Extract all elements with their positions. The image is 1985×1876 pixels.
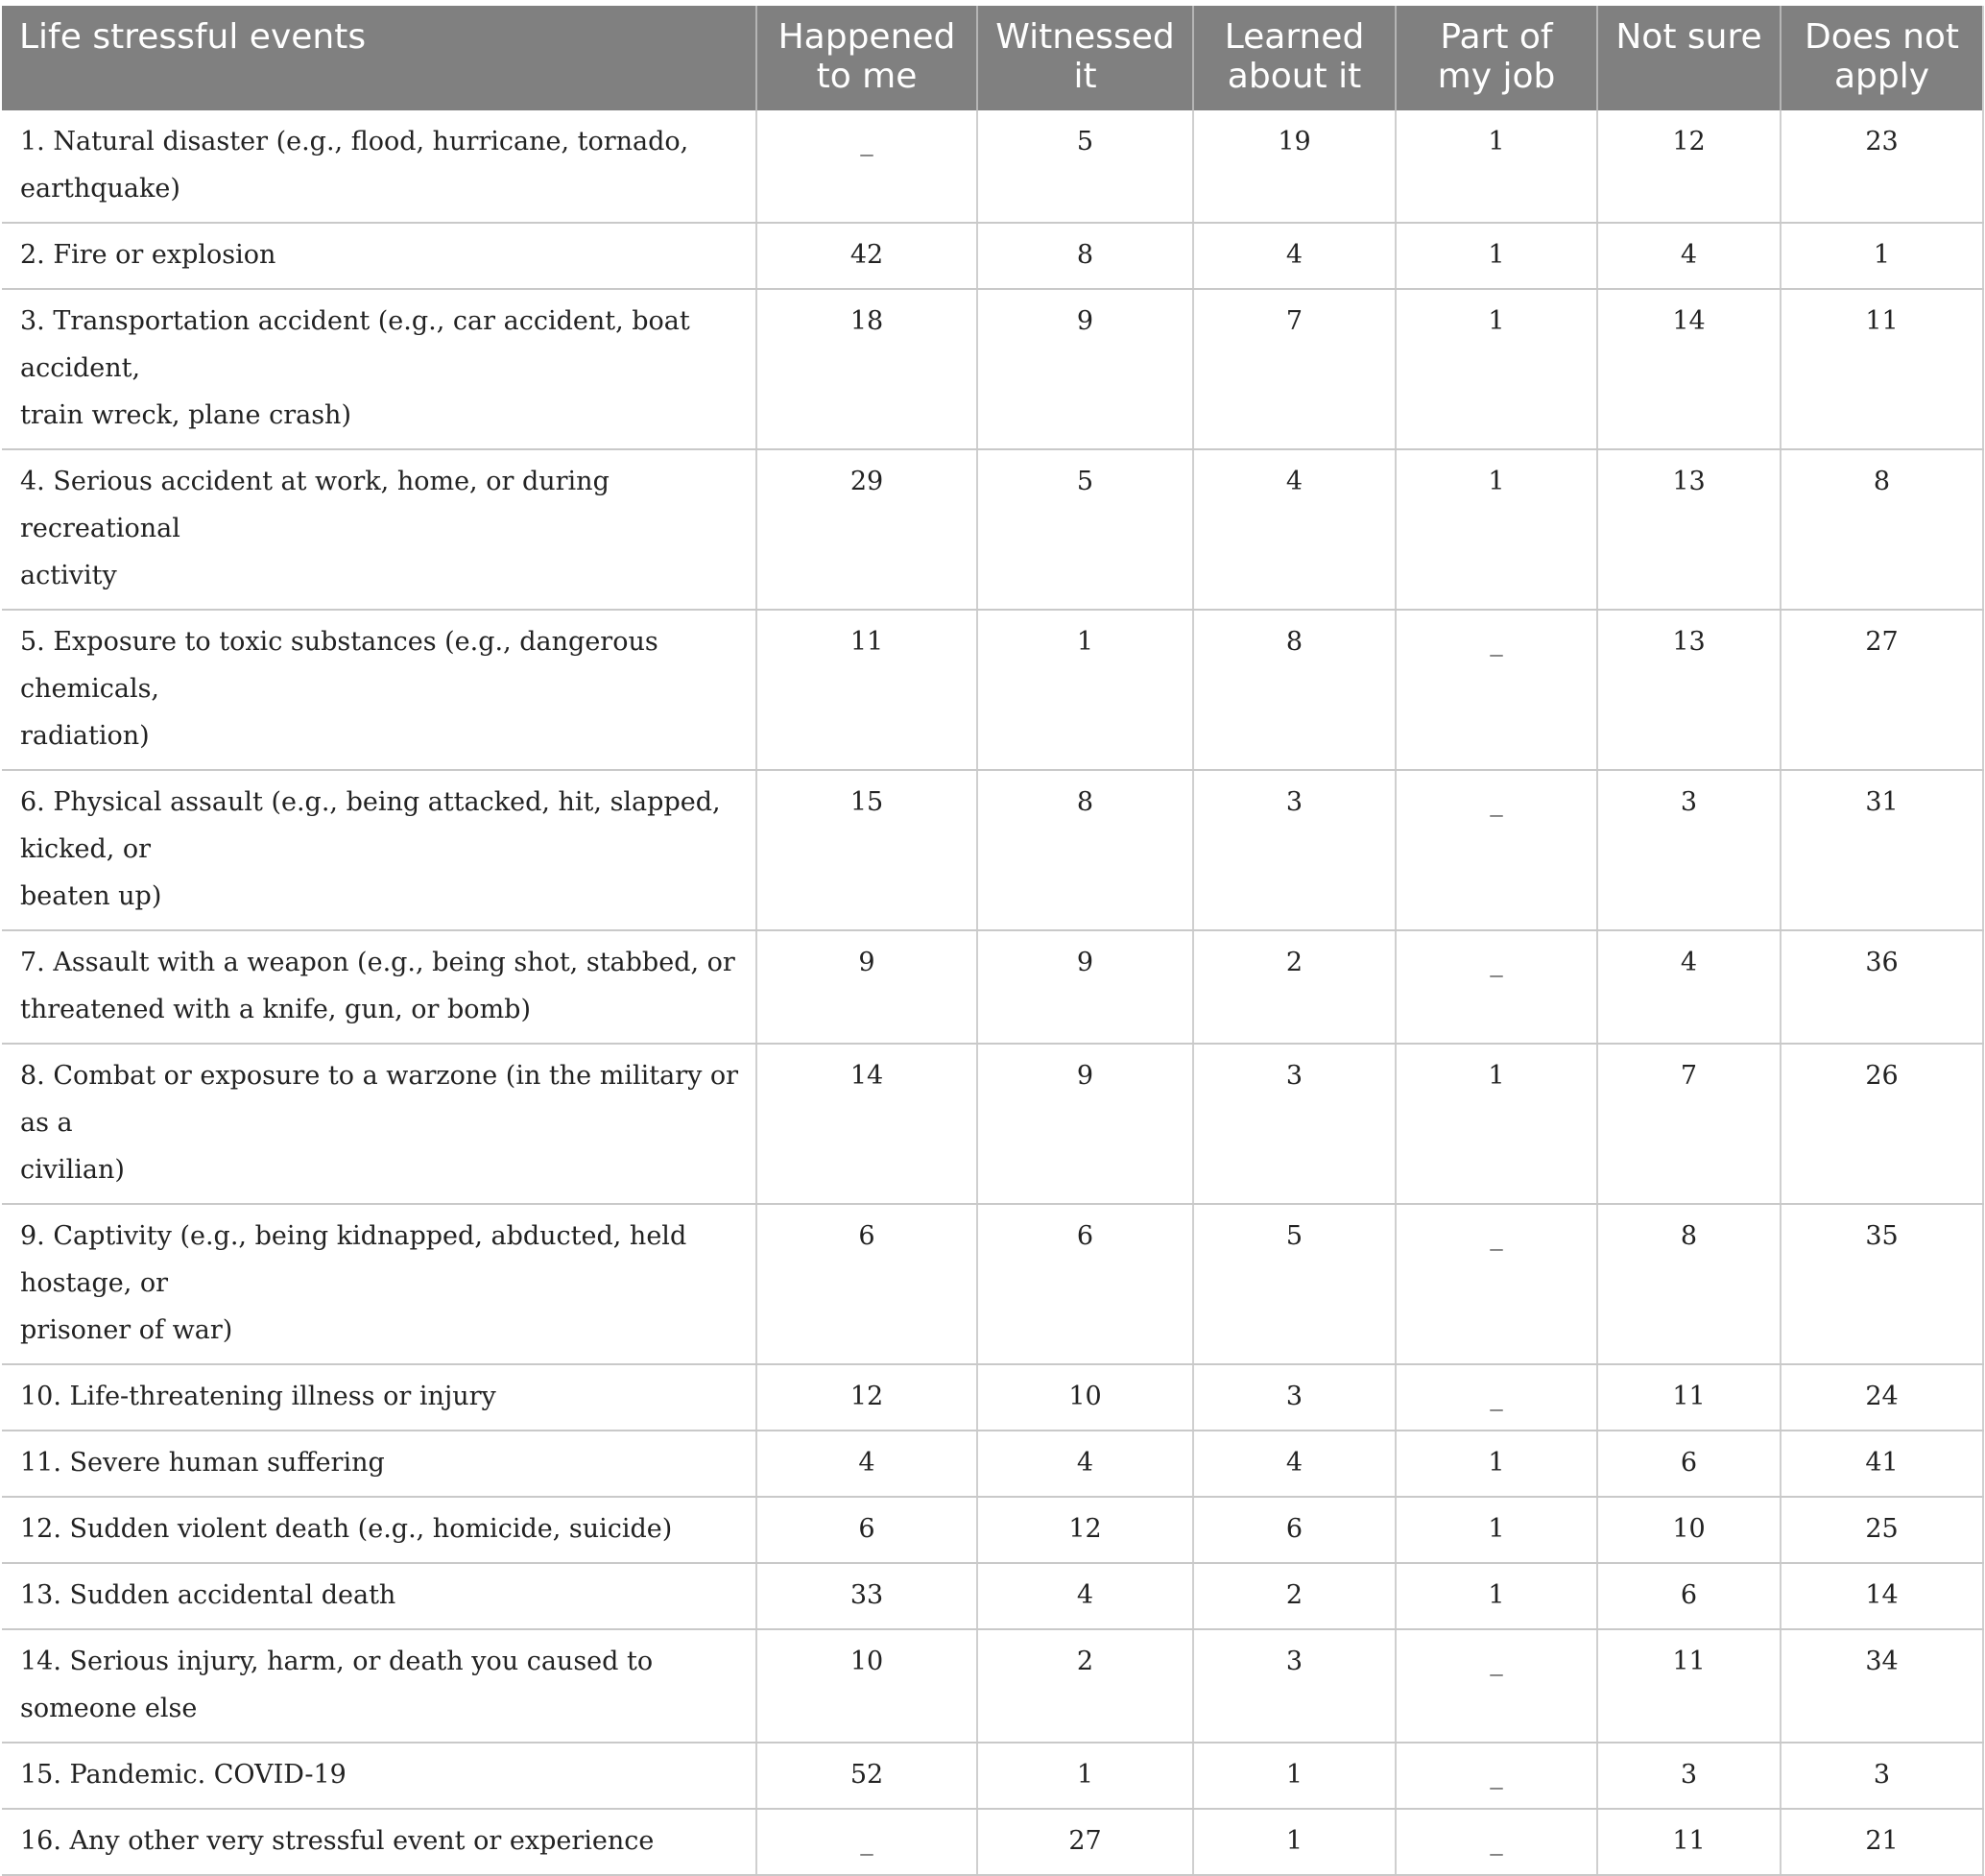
event-label-line: 14. Serious injury, harm, or death you caused to someone else (20, 1647, 654, 1723)
table-row (2, 1497, 1983, 1563)
header-line: it (1073, 57, 1097, 96)
value-does-not-apply: 41 (1781, 1431, 1983, 1497)
value-not-sure: 6 (1597, 1431, 1781, 1497)
table-row (2, 223, 1983, 289)
value-part-of-my-job: _ (1396, 1204, 1597, 1364)
table-body (2, 110, 1983, 1875)
value-not-sure: 11 (1597, 1364, 1781, 1431)
event-cell (2, 1743, 756, 1809)
event-label-line: 10. Life-threatening illness or injury (20, 1382, 496, 1411)
value-does-not-apply: 34 (1781, 1629, 1983, 1743)
value-learned-about-it: 1 (1193, 1743, 1396, 1809)
header-learned-about-it (1193, 6, 1396, 110)
event-cell (2, 930, 756, 1044)
event-cell (2, 449, 756, 610)
value-does-not-apply: 1 (1781, 223, 1983, 289)
table-row (2, 610, 1983, 770)
event-cell (2, 1809, 756, 1875)
value-part-of-my-job: 1 (1396, 1431, 1597, 1497)
value-not-sure: 4 (1597, 930, 1781, 1044)
header-line: Life stressful events (19, 17, 367, 57)
value-part-of-my-job: 1 (1396, 223, 1597, 289)
header-line: Witnessed (995, 17, 1175, 57)
header-life-stressful-events (2, 6, 756, 110)
value-part-of-my-job: _ (1396, 610, 1597, 770)
event-label-line: 9. Captivity (e.g., being kidnapped, abducted, held hostage, or (20, 1221, 687, 1298)
value-witnessed-it: 9 (977, 1044, 1193, 1204)
value-witnessed-it: 1 (977, 1743, 1193, 1809)
value-not-sure: 10 (1597, 1497, 1781, 1563)
value-learned-about-it: 6 (1193, 1497, 1396, 1563)
table-row (2, 1364, 1983, 1431)
value-happened-to-me: 12 (756, 1364, 977, 1431)
value-witnessed-it: 8 (977, 770, 1193, 930)
stressful-events-table (2, 6, 1984, 1876)
table-row (2, 1044, 1983, 1204)
value-witnessed-it: 4 (977, 1431, 1193, 1497)
value-part-of-my-job: 1 (1396, 1044, 1597, 1204)
header-not-sure (1597, 6, 1781, 110)
value-does-not-apply: 26 (1781, 1044, 1983, 1204)
value-happened-to-me: 6 (756, 1204, 977, 1364)
event-label-line: civilian) (20, 1155, 125, 1185)
event-cell (2, 1629, 756, 1743)
value-part-of-my-job: 1 (1396, 1497, 1597, 1563)
event-label-line: 6. Physical assault (e.g., being attacked, hit, slapped, kicked, or (20, 787, 721, 864)
table-row (2, 1563, 1983, 1629)
event-cell (2, 1431, 756, 1497)
header-line: to me (816, 57, 918, 96)
value-happened-to-me: 9 (756, 930, 977, 1044)
value-does-not-apply: 25 (1781, 1497, 1983, 1563)
value-witnessed-it: 9 (977, 289, 1193, 449)
event-cell (2, 770, 756, 930)
value-not-sure: 12 (1597, 110, 1781, 223)
table-row (2, 770, 1983, 930)
value-not-sure: 7 (1597, 1044, 1781, 1204)
header-row (2, 6, 1983, 110)
value-does-not-apply: 35 (1781, 1204, 1983, 1364)
event-label-line: 11. Severe human suffering (20, 1448, 385, 1478)
event-cell (2, 1497, 756, 1563)
value-does-not-apply: 27 (1781, 610, 1983, 770)
value-learned-about-it: 2 (1193, 1563, 1396, 1629)
event-label-line: 16. Any other very stressful event or experience (20, 1826, 655, 1856)
value-learned-about-it: 3 (1193, 1364, 1396, 1431)
value-witnessed-it: 4 (977, 1563, 1193, 1629)
event-label-line: 3. Transportation accident (e.g., car accident, boat accident, (20, 306, 690, 383)
value-does-not-apply: 3 (1781, 1743, 1983, 1809)
value-does-not-apply: 31 (1781, 770, 1983, 930)
header-line: Not sure (1615, 17, 1762, 57)
event-cell (2, 110, 756, 223)
header-line: apply (1833, 57, 1930, 96)
event-cell (2, 223, 756, 289)
value-learned-about-it: 8 (1193, 610, 1396, 770)
value-learned-about-it: 5 (1193, 1204, 1396, 1364)
value-witnessed-it: 27 (977, 1809, 1193, 1875)
table-row (2, 449, 1983, 610)
table-row (2, 110, 1983, 223)
value-witnessed-it: 1 (977, 610, 1193, 770)
event-label-line: 4. Serious accident at work, home, or during recreational (20, 467, 610, 543)
header-does-not-apply (1781, 6, 1983, 110)
value-happened-to-me: 10 (756, 1629, 977, 1743)
value-learned-about-it: 3 (1193, 1044, 1396, 1204)
value-happened-to-me: 11 (756, 610, 977, 770)
value-learned-about-it: 2 (1193, 930, 1396, 1044)
header-line: Learned (1224, 17, 1365, 57)
value-witnessed-it: 9 (977, 930, 1193, 1044)
table-row (2, 1809, 1983, 1875)
value-not-sure: 13 (1597, 610, 1781, 770)
value-learned-about-it: 3 (1193, 1629, 1396, 1743)
event-cell (2, 289, 756, 449)
header-line: Happened (777, 17, 956, 57)
event-label-line: beaten up) (20, 881, 162, 911)
value-happened-to-me: 33 (756, 1563, 977, 1629)
event-cell (2, 1563, 756, 1629)
table-row (2, 1204, 1983, 1364)
table-row (2, 930, 1983, 1044)
header-line: my job (1437, 57, 1556, 96)
header-happened-to-me (756, 6, 977, 110)
value-witnessed-it: 8 (977, 223, 1193, 289)
value-part-of-my-job: 1 (1396, 110, 1597, 223)
value-part-of-my-job: 1 (1396, 449, 1597, 610)
value-part-of-my-job: _ (1396, 1743, 1597, 1809)
event-label-line: 15. Pandemic. COVID-19 (20, 1760, 347, 1790)
header-part-of-my-job (1396, 6, 1597, 110)
event-label-line: 2. Fire or explosion (20, 240, 276, 270)
event-label-line: train wreck, plane crash) (20, 400, 351, 430)
value-learned-about-it: 4 (1193, 223, 1396, 289)
value-happened-to-me: 6 (756, 1497, 977, 1563)
header-line: about it (1227, 57, 1362, 96)
value-learned-about-it: 4 (1193, 449, 1396, 610)
value-not-sure: 6 (1597, 1563, 1781, 1629)
event-cell (2, 1044, 756, 1204)
value-does-not-apply: 21 (1781, 1809, 1983, 1875)
value-witnessed-it: 10 (977, 1364, 1193, 1431)
value-not-sure: 8 (1597, 1204, 1781, 1364)
value-happened-to-me: 15 (756, 770, 977, 930)
header-line: Part of (1440, 17, 1553, 57)
value-does-not-apply: 24 (1781, 1364, 1983, 1431)
event-label-line: radiation) (20, 721, 150, 751)
value-part-of-my-job: _ (1396, 1809, 1597, 1875)
value-not-sure: 11 (1597, 1809, 1781, 1875)
event-cell (2, 1364, 756, 1431)
value-part-of-my-job: _ (1396, 770, 1597, 930)
table-row (2, 1743, 1983, 1809)
value-learned-about-it: 4 (1193, 1431, 1396, 1497)
value-witnessed-it: 6 (977, 1204, 1193, 1364)
value-not-sure: 3 (1597, 1743, 1781, 1809)
value-witnessed-it: 2 (977, 1629, 1193, 1743)
event-label-line: threatened with a knife, gun, or bomb) (20, 995, 531, 1024)
event-cell (2, 610, 756, 770)
value-not-sure: 13 (1597, 449, 1781, 610)
value-happened-to-me: 18 (756, 289, 977, 449)
value-learned-about-it: 1 (1193, 1809, 1396, 1875)
value-does-not-apply: 36 (1781, 930, 1983, 1044)
event-label-line: 7. Assault with a weapon (e.g., being shot, stabbed, or (20, 948, 735, 977)
value-learned-about-it: 19 (1193, 110, 1396, 223)
value-learned-about-it: 7 (1193, 289, 1396, 449)
value-part-of-my-job: 1 (1396, 289, 1597, 449)
table-row (2, 289, 1983, 449)
event-cell (2, 1204, 756, 1364)
event-label-line: 5. Exposure to toxic substances (e.g., dangerous chemicals, (20, 627, 658, 704)
value-not-sure: 3 (1597, 770, 1781, 930)
value-does-not-apply: 11 (1781, 289, 1983, 449)
table-row (2, 1431, 1983, 1497)
value-does-not-apply: 23 (1781, 110, 1983, 223)
event-label-line: activity (20, 561, 117, 590)
value-happened-to-me: 42 (756, 223, 977, 289)
value-happened-to-me: 29 (756, 449, 977, 610)
value-happened-to-me: _ (756, 110, 977, 223)
event-label-line: 8. Combat or exposure to a warzone (in the military or as a (20, 1061, 739, 1138)
value-witnessed-it: 5 (977, 110, 1193, 223)
event-label-line: 1. Natural disaster (e.g., flood, hurricane, tornado, earthquake) (20, 127, 689, 204)
value-witnessed-it: 5 (977, 449, 1193, 610)
value-happened-to-me: 52 (756, 1743, 977, 1809)
value-learned-about-it: 3 (1193, 770, 1396, 930)
event-label-line: 12. Sudden violent death (e.g., homicide, suicide) (20, 1514, 673, 1544)
table-row (2, 1629, 1983, 1743)
header-line: Does not (1804, 17, 1960, 57)
value-part-of-my-job: _ (1396, 1364, 1597, 1431)
value-does-not-apply: 14 (1781, 1563, 1983, 1629)
event-label-line: 13. Sudden accidental death (20, 1580, 396, 1610)
stressful-events-table-container (2, 6, 1983, 1876)
value-does-not-apply: 8 (1781, 449, 1983, 610)
value-part-of-my-job: _ (1396, 1629, 1597, 1743)
value-happened-to-me: 4 (756, 1431, 977, 1497)
value-happened-to-me: _ (756, 1809, 977, 1875)
header-witnessed-it (977, 6, 1193, 110)
value-part-of-my-job: 1 (1396, 1563, 1597, 1629)
value-not-sure: 14 (1597, 289, 1781, 449)
table-header (2, 6, 1983, 110)
value-not-sure: 4 (1597, 223, 1781, 289)
value-part-of-my-job: _ (1396, 930, 1597, 1044)
value-happened-to-me: 14 (756, 1044, 977, 1204)
value-witnessed-it: 12 (977, 1497, 1193, 1563)
value-not-sure: 11 (1597, 1629, 1781, 1743)
event-label-line: prisoner of war) (20, 1315, 233, 1345)
